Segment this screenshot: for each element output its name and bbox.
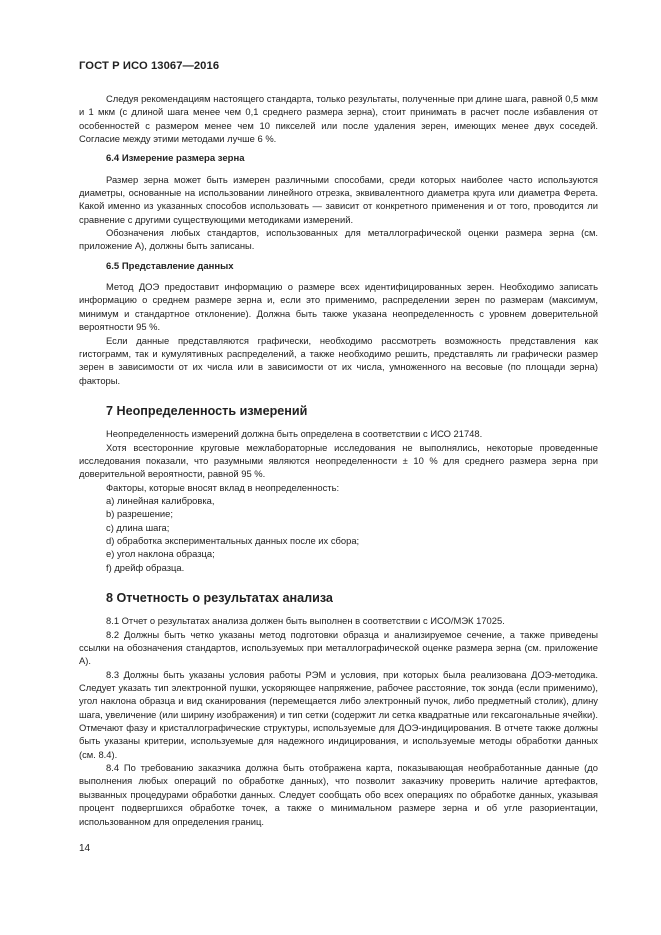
intro-paragraph: Следуя рекомендациям настоящего стандарта, только результаты, полученные при длине шага, равной 0,5 мкм и 1 мкм (с длиной шага менее чем 0,1 среднего размера зерна), стоит принимать в расчет после избавления от особенностей с размером менее чем 10 пикселей или после удаления зерен, имеющих менее двух соседей. Согласие между этими методами лучше 6 %.: [79, 93, 598, 145]
section-7-paragraph-3: Факторы, которые вносят вклад в неопределенность:: [106, 481, 340, 493]
section-7-paragraph-1: Неопределенность измерений должна быть определена в соответствии с ИСО 21748.: [106, 428, 483, 440]
list-item: e) угол наклона образца;: [106, 548, 215, 560]
page-number: 14: [79, 843, 91, 854]
section-6-4-paragraph-1: Размер зерна может быть измерен различными способами, среди которых наиболее часто используются диаметры, основанные на использовании линейного отрезка, эквивалентного диаметра круга или диаметра Ферета. Какой именно из указанных способов использовать — зависит от конкретного применения и от того, проводится ли сравнение с другими существующими методиками измерений.: [79, 173, 598, 225]
list-item: f) дрейф образца.: [106, 561, 185, 573]
section-6-4-heading: 6.4 Измерение размера зерна: [106, 153, 245, 165]
list-item: c) длина шага;: [106, 521, 170, 533]
section-8-paragraph-2: 8.2 Должны быть четко указаны метод подготовки образца и анализируемое сечение, а также приведены ссылки на обозначения стандартов, используемых при металлографической оценке размера зерна (см. приложение А).: [79, 628, 598, 667]
section-7-heading: 7 Неопределенность измерений: [106, 403, 308, 418]
document-header: ГОСТ Р ИСО 13067—2016: [79, 60, 220, 72]
section-8-heading: 8 Отчетность о результатах анализа: [106, 591, 333, 605]
section-7-paragraph-2: Хотя всесторонние круговые межлабораторные исследования не выполнялись, некоторые проведенные исследования показали, что разумными являются неопределенности ± 10 % для среднего размера зерна при доверительной вероятности, равной 95 %.: [79, 441, 598, 480]
section-6-5-paragraph-2: Если данные представляются графически, необходимо рассмотреть возможность представления как гистограмм, так и кумулятивных распределений, а также необходимо решить, представлять ли графически размер зерен в зависимости от их числа или в зависимости от их числа, умноженного на весовые (по площади зерна) факторы.: [79, 334, 598, 386]
list-item: d) обработка экспериментальных данных после их сбора;: [106, 534, 360, 546]
document-body: [79, 92, 598, 828]
list-item: a) линейная калибровка,: [106, 494, 215, 506]
section-6-4-paragraph-2: Обозначения любых стандартов, использованных для металлографической оценки размера зерна (см. приложение А), должны быть записаны.: [79, 227, 598, 252]
section-8-paragraph-3: 8.3 Должны быть указаны условия работы РЭМ и условия, при которых была реализована ДОЭ-методика. Следует указать тип электронной пушки, ускоряющее напряжение, рабочее расстояние, ток зонда (если применимо), угол наклона образца и вид сканирования (перемещается либо электронный пучок, либо предметный столик), длину шага, увеличение (или ширину изображения) и тип сетки (содержит ли сетка квадратные или гексагональные ячейки). Отмечают фазу и кристаллографические структуры, используемые для ДОЭ-индицирования. В отчете также должны быть указаны критерии, используемые для надежного индицирования, и используемые методы обработки данных (см. 8.4).: [79, 668, 598, 760]
list-item: b) разрешение;: [106, 508, 173, 520]
section-8-paragraph-4: 8.4 По требованию заказчика должна быть отображена карта, показывающая необработанные данные (до выполнения любых операций по обработке данных), что позволит заказчику проверить наличие артефактов, вызванных процедурами обработки данных. Следует сообщать обо всех операциях по обработке данных, указывая процент подвергшихся обработке точек, а также о минимальном размере зерна и об угле разориентации, использованном для определения границ.: [79, 762, 598, 827]
section-8-paragraph-1: 8.1 Отчет о результатах анализа должен быть выполнен в соответствии с ИСО/МЭК 17025.: [106, 615, 505, 627]
section-6-5-heading: 6.5 Представление данных: [106, 260, 234, 272]
section-6-5-paragraph-1: Метод ДОЭ предоставит информацию о размере всех идентифицированных зерен. Необходимо записать информацию о среднем размере зерна и, если это применимо, распределении зерен по размерам (максимум, минимум и стандартное отклонение). Должна быть также указана неопределенность с уровнем доверительной вероятности 95 %.: [79, 281, 598, 333]
